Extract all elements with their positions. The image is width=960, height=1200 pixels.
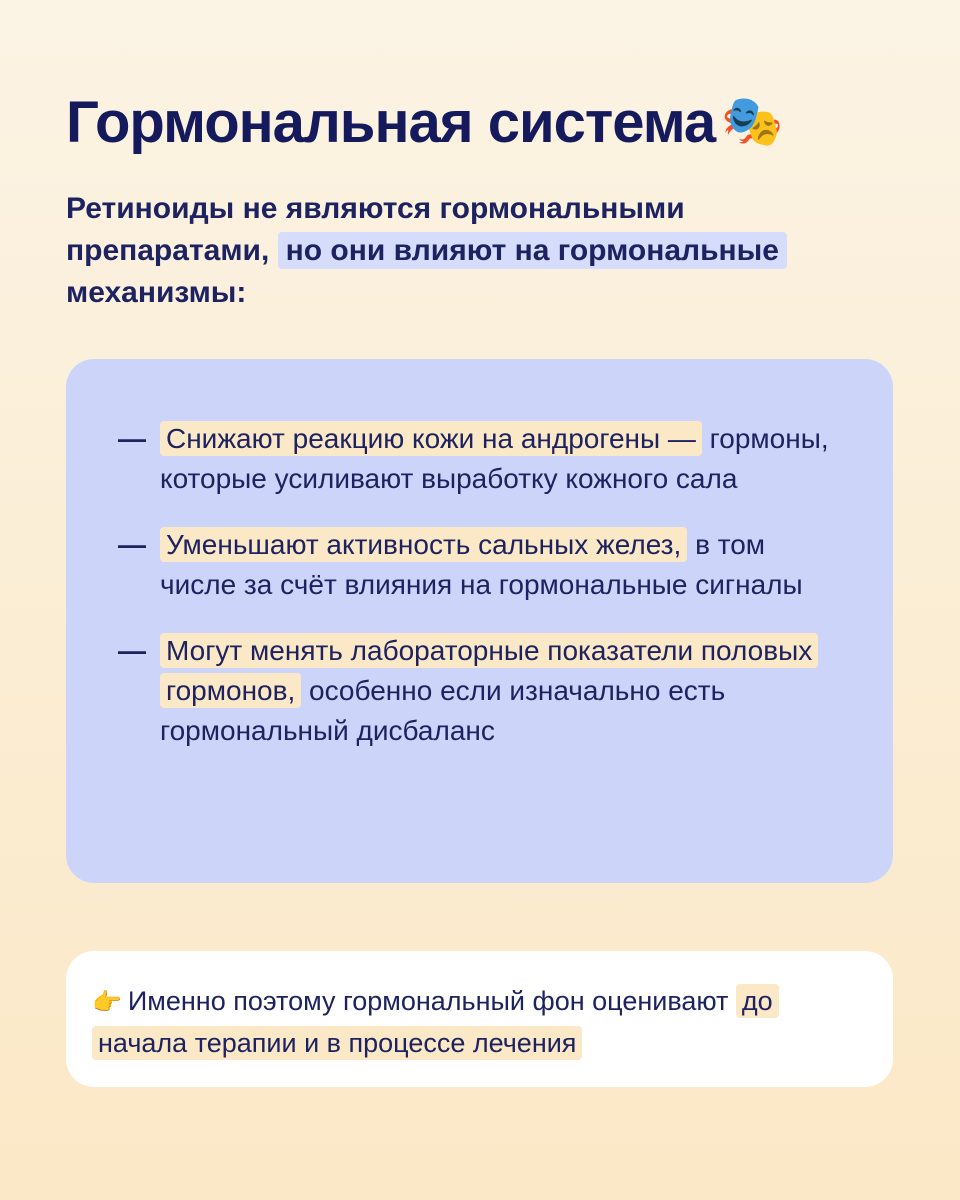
dash-icon: —: [118, 635, 146, 666]
intro-highlight: но они влияют на гормональные: [278, 232, 787, 269]
pointing-hand-icon: 👉: [92, 989, 122, 1016]
note-text: Именно поэтому гормональный фон оценивают: [127, 986, 729, 1016]
page-title: [66, 86, 782, 158]
list-item-text: в том числе за счёт влияния на гормональные сигналы: [160, 529, 803, 600]
list-item-highlight: Уменьшают активность сальных желез,: [160, 527, 687, 562]
intro-paragraph: [66, 188, 886, 314]
effects-list: [118, 419, 848, 777]
note-card: [66, 951, 893, 1087]
list-item: [118, 631, 848, 751]
intro-text-start: Ретиноиды не являются гормональными препаратами,: [66, 192, 685, 267]
list-item-highlight: Могут менять лабораторные показатели половых гормонов,: [160, 633, 818, 708]
effects-card: [66, 359, 893, 883]
list-item: [118, 419, 848, 499]
note-highlight: до начала терапии и в процессе лечения: [92, 984, 779, 1060]
intro-text-end: механизмы:: [66, 276, 247, 309]
list-item-text: гормоны, которые усиливают выработку кожного сала: [160, 423, 829, 494]
note-paragraph: [92, 981, 852, 1063]
list-item-highlight: Снижают реакцию кожи на андрогены —: [160, 421, 702, 456]
theater-masks-icon: 🎭: [721, 93, 783, 149]
dash-icon: —: [118, 529, 146, 560]
list-item-text: особенно если изначально есть гормональный дисбаланс: [160, 675, 726, 746]
page-title-text: Гормональная система: [66, 90, 716, 155]
list-item: [118, 525, 848, 605]
dash-icon: —: [118, 423, 146, 454]
